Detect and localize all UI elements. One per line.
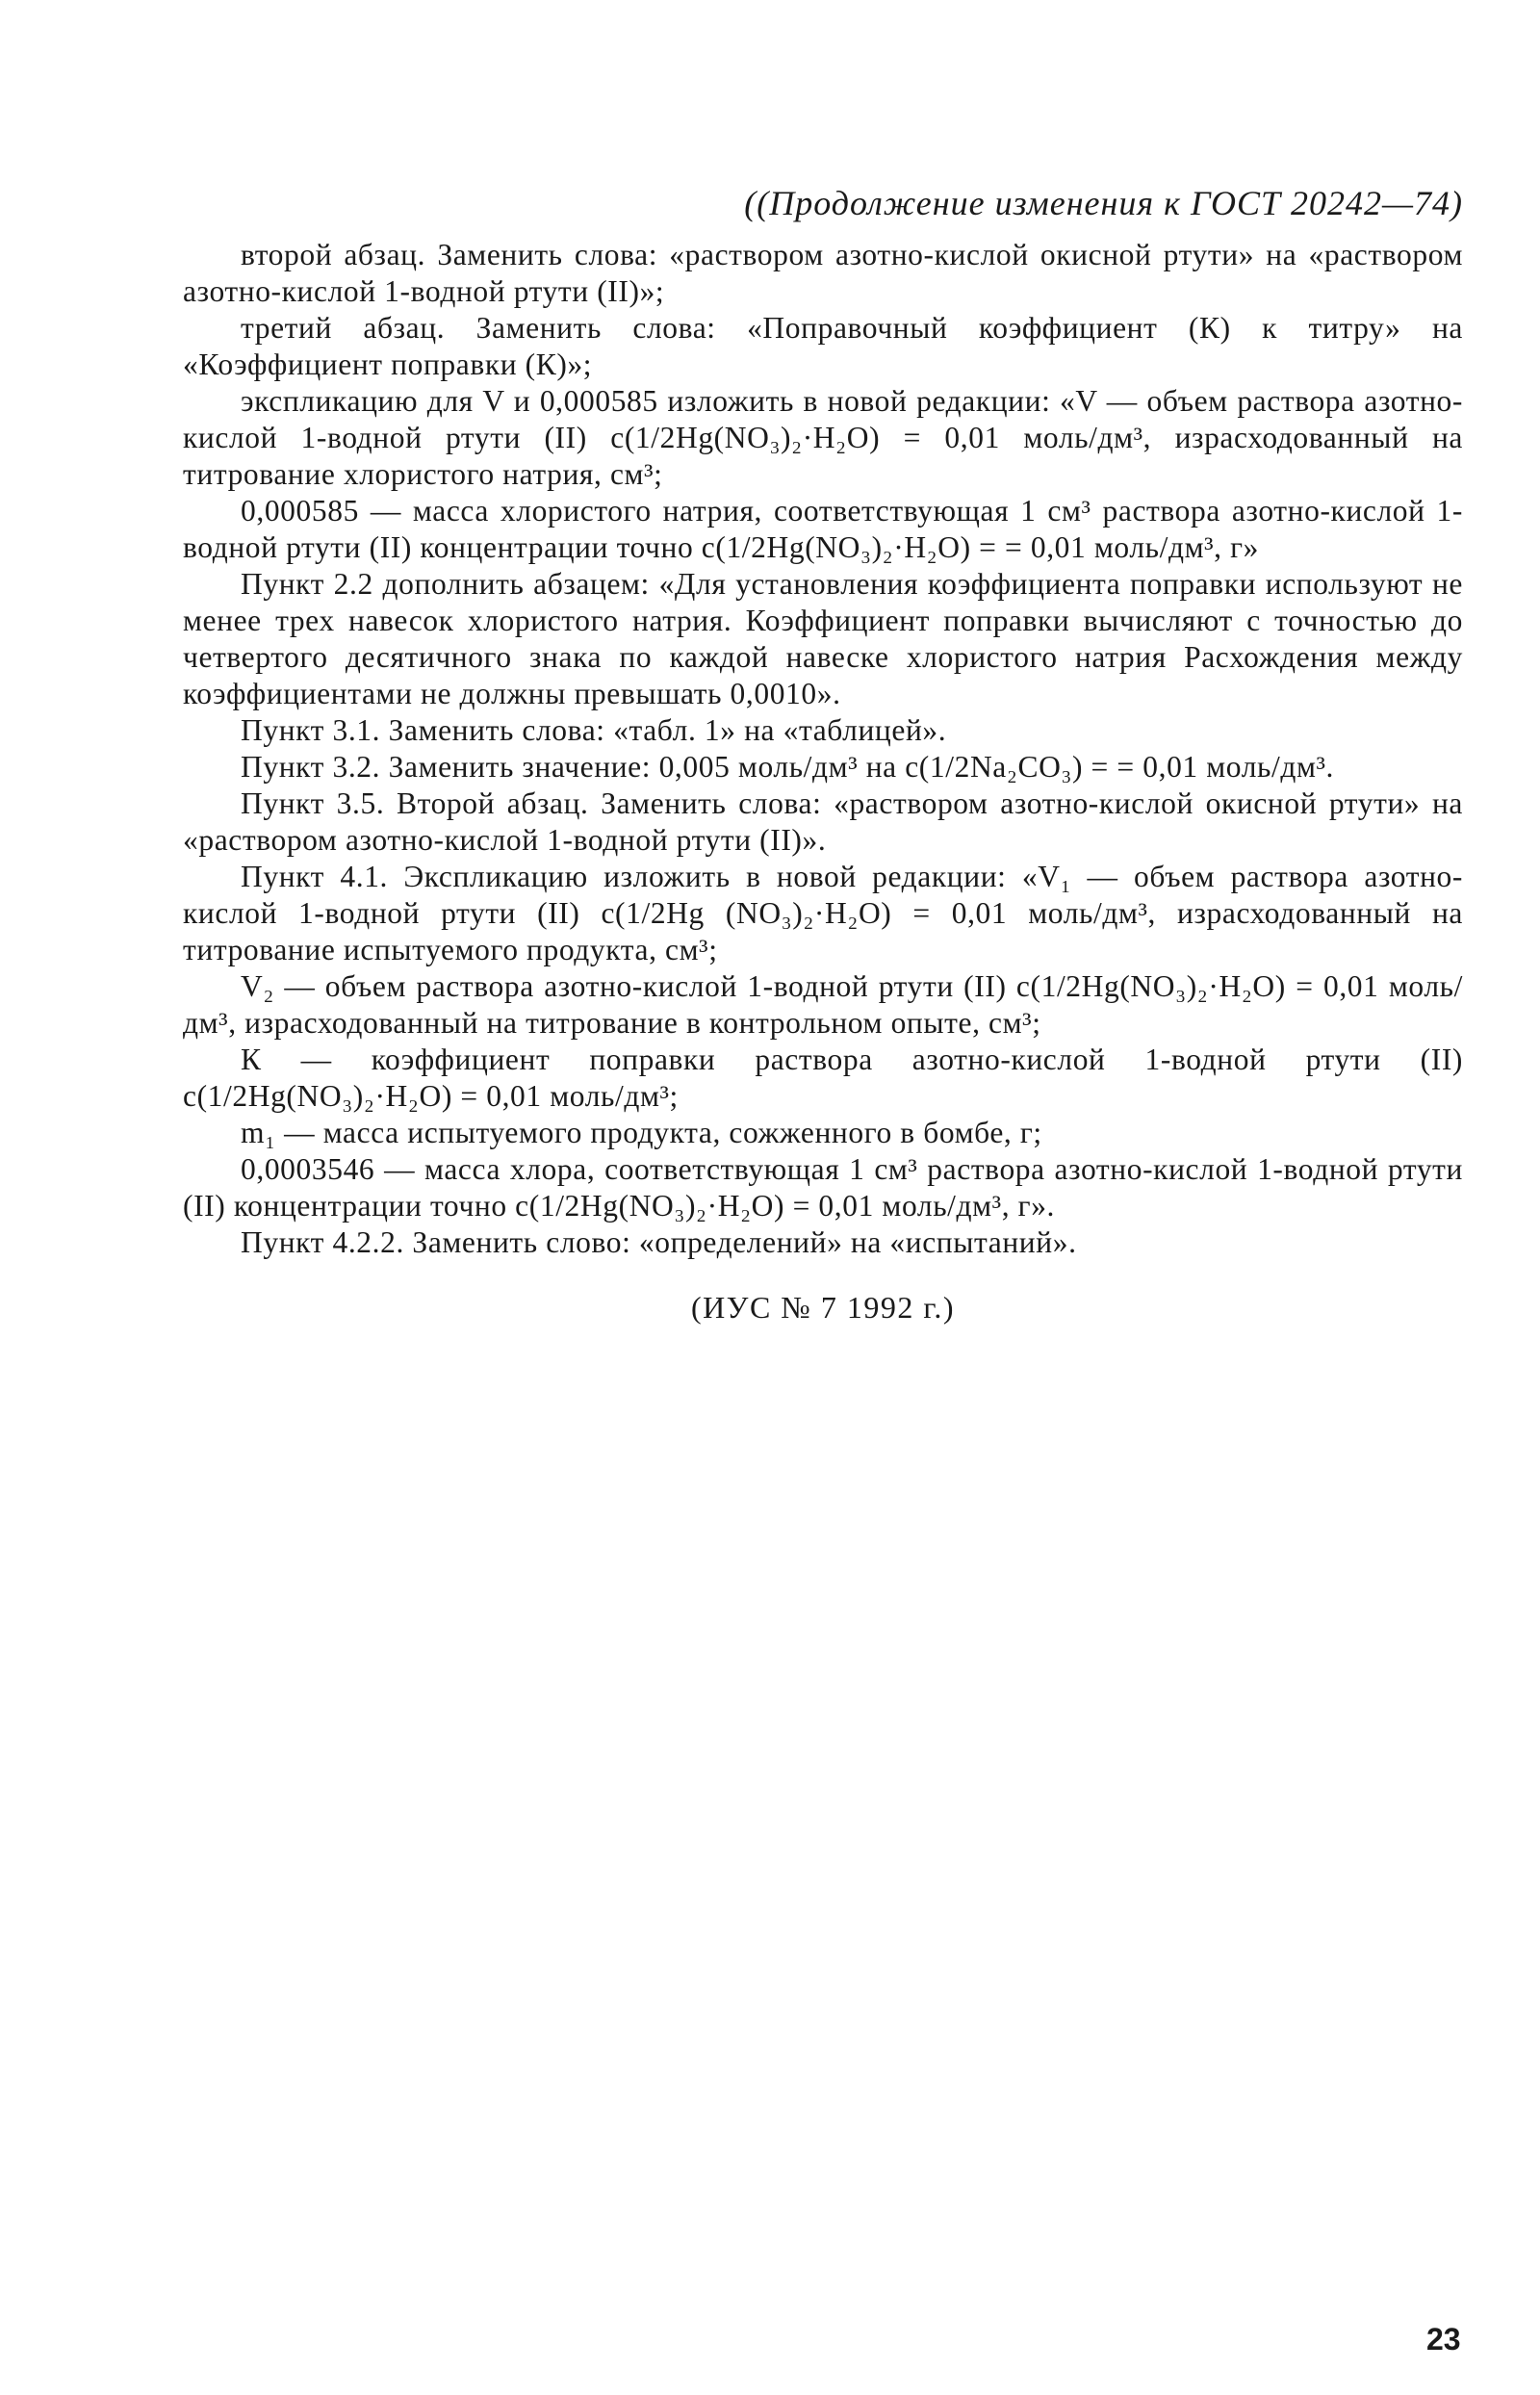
page-number: 23	[1426, 2322, 1461, 2356]
paragraph: 0,000585 — масса хлористого натрия, соответствующая 1 см³ раствора азотно-кислой 1-водной ртути (II) концентрации точно c(1/2Hg(NO₃)₂·H₂O) = = 0,01 моль/дм³, г»	[183, 494, 1463, 564]
issue-reference: (ИУС № 7 1992 г.)	[691, 1290, 955, 1325]
paragraph: Пункт 4.2.2. Заменить слово: «определений» на «испытаний».	[241, 1225, 1077, 1259]
paragraph: экспликацию для V и 0,000585 изложить в новой редакции: «V — объем раствора азотно-кислой 1-водной ртути (II) c(1/2Hg(NO₃)₂·H₂O) = 0,01 моль/дм³, израсходованный на титрование хлористого натрия, см³;	[183, 384, 1463, 491]
paragraph: К — коэффициент поправки раствора азотно-кислой 1-водной ртути (II) c(1/2Hg(NO₃)₂·H₂O) = 0,01 моль/дм³;	[183, 1043, 1463, 1113]
paragraph: третий абзац. Заменить слова: «Поправочный коэффициент (К) к титру» на «Коэффициент поправки (К)»;	[183, 311, 1463, 381]
paragraph: Пункт 3.2. Заменить значение: 0,005 моль/дм³ на c(1/2Na₂CO₃) = = 0,01 моль/дм³.	[241, 750, 1335, 784]
paragraph: m₁ — масса испытуемого продукта, сожженного в бомбе, г;	[241, 1116, 1042, 1149]
paragraph: 0,0003546 — масса хлора, соответствующая 1 см³ раствора азотно-кислой 1-водной ртути (II) концентрации точно c(1/2Hg(NO₃)₂·H₂O) = 0,01 моль/дм³, г».	[183, 1152, 1463, 1223]
paragraph: Пункт 3.1. Заменить слова: «табл. 1» на «таблицей».	[241, 713, 947, 747]
paragraph: Пункт 2.2 дополнить абзацем: «Для установления коэффициента поправки используют не менее трех навесок хлористого натрия. Коэффициент поправки вычисляют с точностью до четвертого десятичного знака по каждой навеске хлористого натрия Расхождения между коэффициентами не должны превышать 0,0010».	[183, 567, 1463, 710]
paragraph: второй абзац. Заменить слова: «раствором азотно-кислой окисной ртути» на «раствором азотно-кислой 1-водной ртути (II)»;	[183, 238, 1463, 308]
page-header: ((Продолжение изменения к ГОСТ 20242—74)	[744, 184, 1463, 222]
body-text	[183, 237, 1463, 1261]
paragraph: V₂ — объем раствора азотно-кислой 1-водной ртути (II) c(1/2Hg(NO₃)₂·H₂O) = 0,01 моль/дм³, израсходованный на титрование в контрольном опыте, см³;	[183, 969, 1463, 1040]
paragraph: Пункт 3.5. Второй абзац. Заменить слова: «раствором азотно-кислой окисной ртути» на «раствором азотно-кислой 1-водной ртути (II)».	[183, 786, 1463, 857]
document-page	[183, 183, 1463, 1356]
paragraph: Пункт 4.1. Экспликацию изложить в новой редакции: «V₁ — объем раствора азотно-кислой 1-водной ртути (II) c(1/2Hg (NO₃)₂·H₂O) = 0,01 моль/дм³, израсходованный на титрование испытуемого продукта, см³;	[183, 860, 1463, 966]
